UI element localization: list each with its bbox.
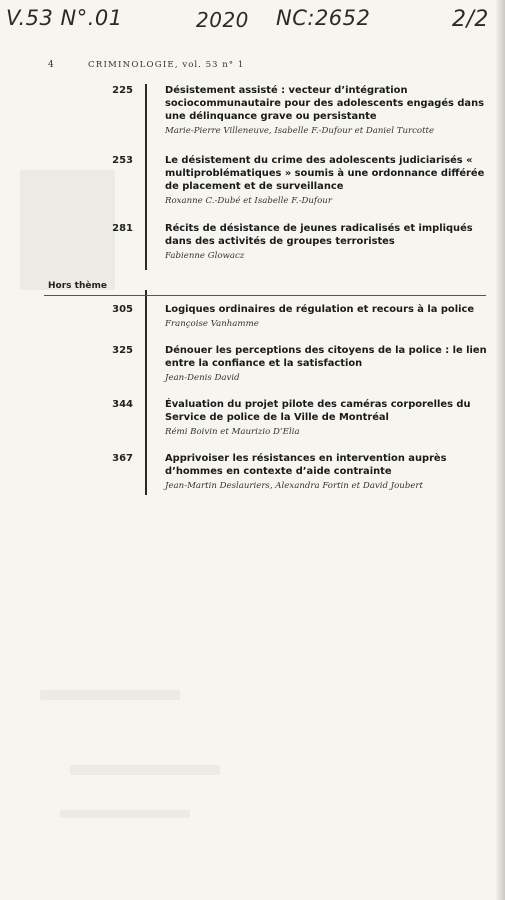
toc-page-number: 281 xyxy=(112,223,133,234)
article-authors: Rémi Boivin et Maurizio D’Elia xyxy=(165,427,300,437)
article-title: Récits de désistance de jeunes radicalisés et impliqués dans des activités de groupes terroristes xyxy=(165,223,473,247)
article-title: Évaluation du projet pilote des caméras corporelles du Service de police de la Ville de Montréal xyxy=(165,399,471,423)
toc-page-number: 225 xyxy=(112,85,133,96)
toc-page-number: 344 xyxy=(112,399,133,410)
article-authors: Françoise Vanhamme xyxy=(165,319,259,329)
article-title: Dénouer les perceptions des citoyens de la police : le lien entre la confiance et la satisfaction xyxy=(165,345,487,369)
vertical-rule xyxy=(145,290,147,495)
journal-name: CRIMINOLOGIE xyxy=(88,60,175,70)
article-authors: Jean-Denis David xyxy=(165,373,240,383)
show-through-mark xyxy=(60,810,190,818)
article-title: Logiques ordinaires de régulation et recours à la police xyxy=(165,304,475,315)
section-divider xyxy=(44,295,486,296)
journal-volume: , vol. 53 n° 1 xyxy=(174,60,245,70)
toc-page-number: 325 xyxy=(112,345,133,356)
article-authors: Jean-Martin Deslauriers, Alexandra Fortin et David Joubert xyxy=(165,481,423,491)
show-through-mark xyxy=(70,765,220,775)
article-authors: Roxanne C.-Dubé et Isabelle F.-Dufour xyxy=(165,196,332,206)
toc-page-number: 367 xyxy=(112,453,133,464)
toc-page-number: 253 xyxy=(112,155,133,166)
article-title: Apprivoiser les résistances en intervention auprès d’hommes en contexte d’aide contrainte xyxy=(165,453,447,477)
page-number: 4 xyxy=(48,60,54,70)
toc-page-number: 305 xyxy=(112,304,133,315)
article-authors: Fabienne Glowacz xyxy=(165,251,245,261)
handwritten-nc-note: NC:2652 xyxy=(276,6,371,30)
section-label: Hors thème xyxy=(48,281,107,291)
vertical-rule xyxy=(145,84,147,270)
handwritten-volume-note: V.53 N°.01 xyxy=(6,6,123,30)
show-through-mark xyxy=(40,690,180,700)
handwritten-year-note: 2020 xyxy=(196,8,249,32)
article-title: Désistement assisté : vecteur d’intégration sociocommunautaire pour des adolescents engagés dans une délinquance grave ou persistante xyxy=(165,85,484,122)
handwritten-annotation xyxy=(0,0,505,50)
page-edge-shadow xyxy=(495,0,505,900)
article-authors: Marie-Pierre Villeneuve, Isabelle F.-Dufour et Daniel Turcotte xyxy=(165,126,435,136)
handwritten-page-note: 2/2 xyxy=(452,7,489,32)
article-title: Le désistement du crime des adolescents judiciarisés « multiproblématiques » soumis à une ordonnance différée de placement et de surveillance xyxy=(165,155,485,192)
running-head xyxy=(48,58,244,72)
